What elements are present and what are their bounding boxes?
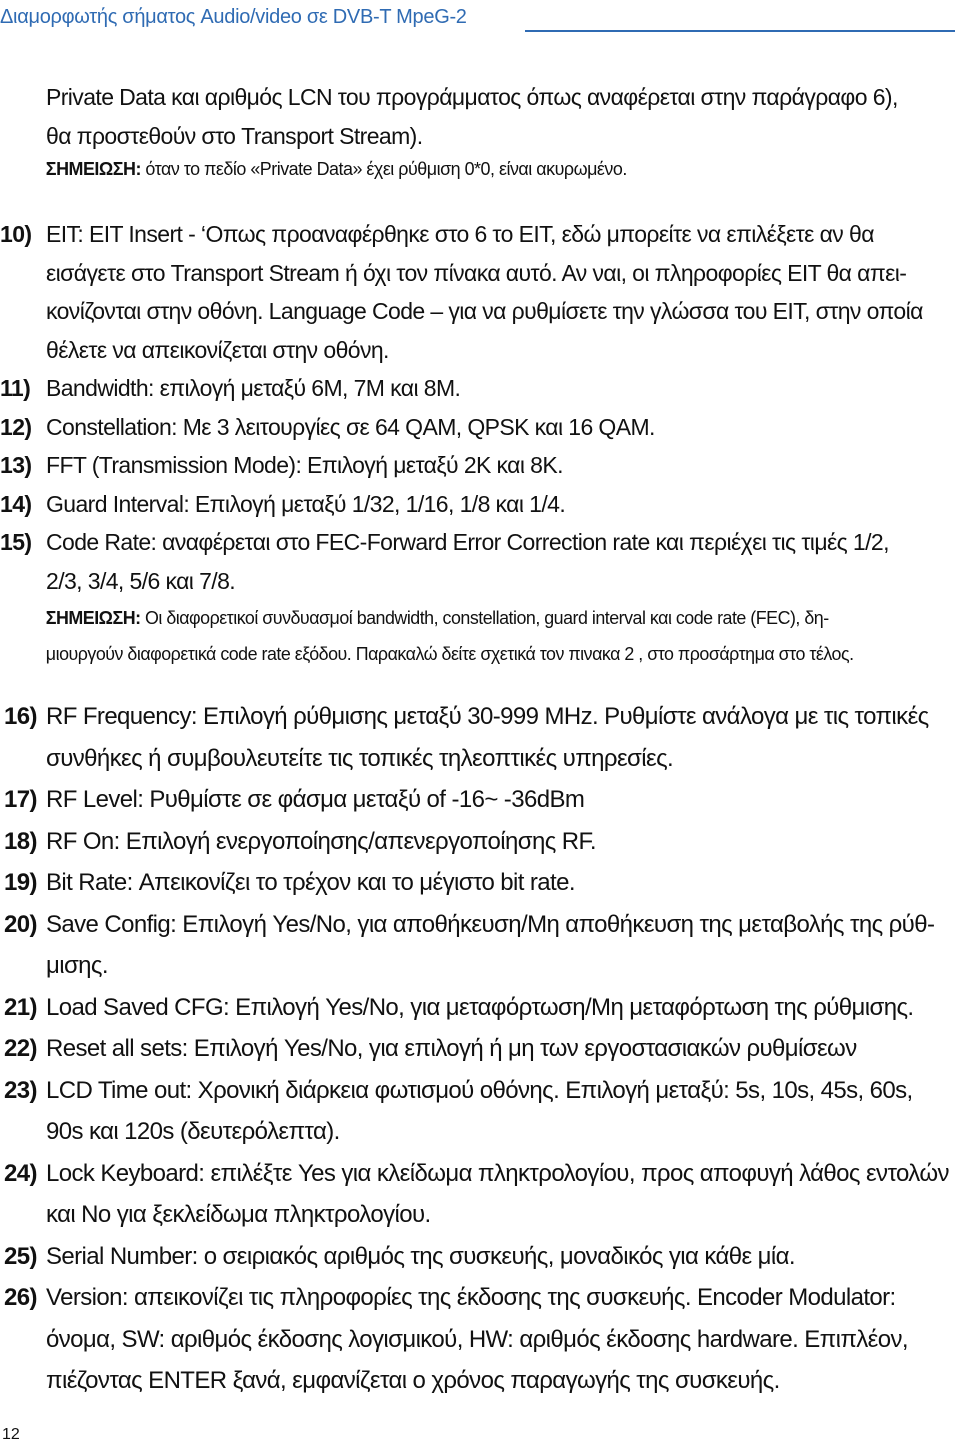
fec-note — [0, 600, 956, 672]
item-number: 26) — [4, 1284, 37, 1311]
list-item-13 — [0, 446, 960, 485]
item-line: 2/3, 3/4, 5/6 και 7/8. — [46, 567, 236, 594]
item-number: 14) — [0, 490, 32, 517]
item-number: 18) — [4, 827, 37, 855]
list-item-25 — [0, 1236, 960, 1278]
item-line: EIT: EIT Insert - ‘Οπως προαναφέρθηκε στο 6 το EIT, εδώ μπορείτε να επιλέξετε αν θα — [46, 221, 874, 247]
item-line: RF Frequency: Επιλογή ρύθμισης μεταξύ 30-999 MHz. Ρυθμίστε ανάλογα με τις τοπικές — [46, 703, 929, 730]
list-item-17 — [0, 779, 960, 821]
item-line: μισης. — [46, 952, 108, 979]
item-number: 19) — [4, 869, 37, 896]
item-line: Lock Keyboard: επιλέξτε Yes για κλείδωμα πληκτρολογίου, προς αποφυγή λάθος εντολών — [46, 1159, 949, 1187]
note-text: όταν το πεδίο «Private Data» έχει ρύθμιση 0*0, είναι ακυρωμένο. — [140, 159, 627, 179]
item-line: FFT (Transmission Mode): Επιλογή μεταξύ 2K και 8K. — [46, 452, 563, 478]
item-line: RF On: Επιλογή ενεργοποίησης/απενεργοποίησης RF. — [46, 827, 596, 855]
item-line: Load Saved CFG: Επιλογή Yes/No, για μεταφόρτωση/Μη μεταφόρτωση της ρύθμισης. — [46, 993, 914, 1021]
list-item-26 — [0, 1277, 960, 1402]
item-number: 25) — [4, 1242, 37, 1270]
item-line: θέλετε να απεικονίζεται στην οθόνη. — [46, 336, 389, 363]
page-number: 12 — [2, 1426, 20, 1443]
item-line: Constellation: Με 3 λειτουργίες σε 64 QAM, QPSK και 16 QAM. — [46, 413, 655, 440]
list-item-22 — [0, 1028, 960, 1070]
intro-note — [0, 151, 956, 187]
list-item-21 — [0, 987, 960, 1029]
intro-paragraph — [0, 78, 960, 155]
intro-line: Private Data και αριθμός LCN του προγράμματος όπως αναφέρεται στην παράγραφο 6), — [46, 84, 898, 110]
item-line: όνομα, SW: αριθμός έκδοσης λογισμικού, HW: αριθμός έκδοσης hardware. Επιπλέον, — [46, 1325, 909, 1353]
list-item-15 — [0, 523, 960, 600]
item-line: εισάγετε στο Transport Stream ή όχι τον πίνακα αυτό. Αν ναι, οι πληροφορίες EIT θα απει- — [46, 259, 907, 286]
item-number: 12) — [0, 413, 32, 440]
item-line: Code Rate: αναφέρεται στο FEC-Forward Error Correction rate και περιέχει τις τιμές 1/2, — [46, 529, 889, 555]
note-line: μιουργούν διαφορετικά code rate εξόδου. Παρακαλώ δείτε σχετικά τον πινακα 2 , στο προσάρτημα στο τέλος. — [45, 644, 854, 664]
item-number: 20) — [4, 910, 37, 938]
list-item-11 — [0, 369, 960, 408]
item-number: 16) — [4, 703, 37, 730]
item-number: 17) — [4, 786, 37, 813]
item-number: 22) — [4, 1035, 37, 1062]
item-number: 24) — [4, 1159, 37, 1187]
item-line: Bandwidth: επιλογή μεταξύ 6M, 7M και 8M. — [46, 375, 461, 401]
list-item-16 — [0, 696, 960, 779]
item-number: 10) — [0, 221, 32, 247]
item-line: κονίζονται στην οθόνη. Language Code – για να ρυθμίσετε την γλώσσα του EIT, στην οποία — [46, 298, 923, 324]
intro-line: θα προστεθούν στο Transport Stream). — [46, 122, 423, 149]
item-line: Version: απεικονίζει τις πληροφορίες της έκδοσης της συσκευής. Encoder Modulator: — [46, 1284, 896, 1311]
item-number: 15) — [0, 529, 32, 555]
header-rule — [525, 30, 955, 32]
list-item-20 — [0, 904, 960, 987]
item-line: RF Level: Ρυθμίστε σε φάσμα μεταξύ of -16~ -36dBm — [46, 786, 585, 813]
list-item-14 — [0, 485, 960, 524]
list-item-24 — [0, 1153, 960, 1236]
item-number: 11) — [0, 375, 31, 401]
note-line — [46, 600, 952, 636]
note-text: Οι διαφορετικοί συνδυασμοί bandwidth, constellation, guard interval και code rate (FEC), δη- — [140, 608, 829, 628]
item-line: LCD Time out: Χρονική διάρκεια φωτισμού οθόνης. Επιλογή μεταξύ: 5s, 10s, 45s, 60s, — [46, 1076, 913, 1104]
item-number: 13) — [0, 452, 32, 478]
item-line: Serial Number: ο σειριακός αριθμός της συσκευής, μοναδικός για κάθε μία. — [46, 1242, 795, 1270]
list-item-23 — [0, 1070, 960, 1153]
item-line: Guard Interval: Επιλογή μεταξύ 1/32, 1/16, 1/8 και 1/4. — [46, 490, 566, 517]
item-line: Reset all sets: Επιλογή Yes/No, για επιλογή ή μη των εργοστασιακών ρυθμίσεων — [46, 1035, 857, 1062]
item-line: 90s και 120s (δευτερόλεπτα). — [46, 1118, 340, 1145]
note-label: ΣΗΜΕΙΩΣΗ: — [45, 608, 141, 628]
item-line: Bit Rate: Απεικονίζει το τρέχον και το μέγιστο bit rate. — [46, 869, 575, 896]
item-line: συνθήκες ή συμβουλευτείτε τις τοπικές τηλεοπτικές υπηρεσίες. — [46, 744, 674, 772]
item-number: 21) — [4, 993, 37, 1021]
settings-list — [0, 696, 960, 1402]
item-number: 23) — [4, 1076, 37, 1104]
list-item-12 — [0, 408, 960, 447]
page-title: Διαμορφωτής σήματος Audio/video σε DVB-T MpeG-2 — [0, 6, 467, 28]
item-line: πιέζοντας ENTER ξανά, εμφανίζεται ο χρόνος παραγωγής της συσκευής. — [46, 1367, 780, 1394]
list-item-19 — [0, 862, 960, 904]
note-label: ΣΗΜΕΙΩΣΗ: — [45, 159, 141, 179]
item-line: και No για ξεκλείδωμα πληκτρολογίου. — [46, 1201, 431, 1228]
document-body — [0, 78, 960, 1402]
list-item-10 — [0, 215, 960, 369]
list-item-18 — [0, 821, 960, 863]
item-line: Save Config: Επιλογή Yes/No, για αποθήκευση/Μη αποθήκευση της μεταβολής της ρύθ- — [46, 910, 935, 938]
page-header — [0, 0, 960, 40]
